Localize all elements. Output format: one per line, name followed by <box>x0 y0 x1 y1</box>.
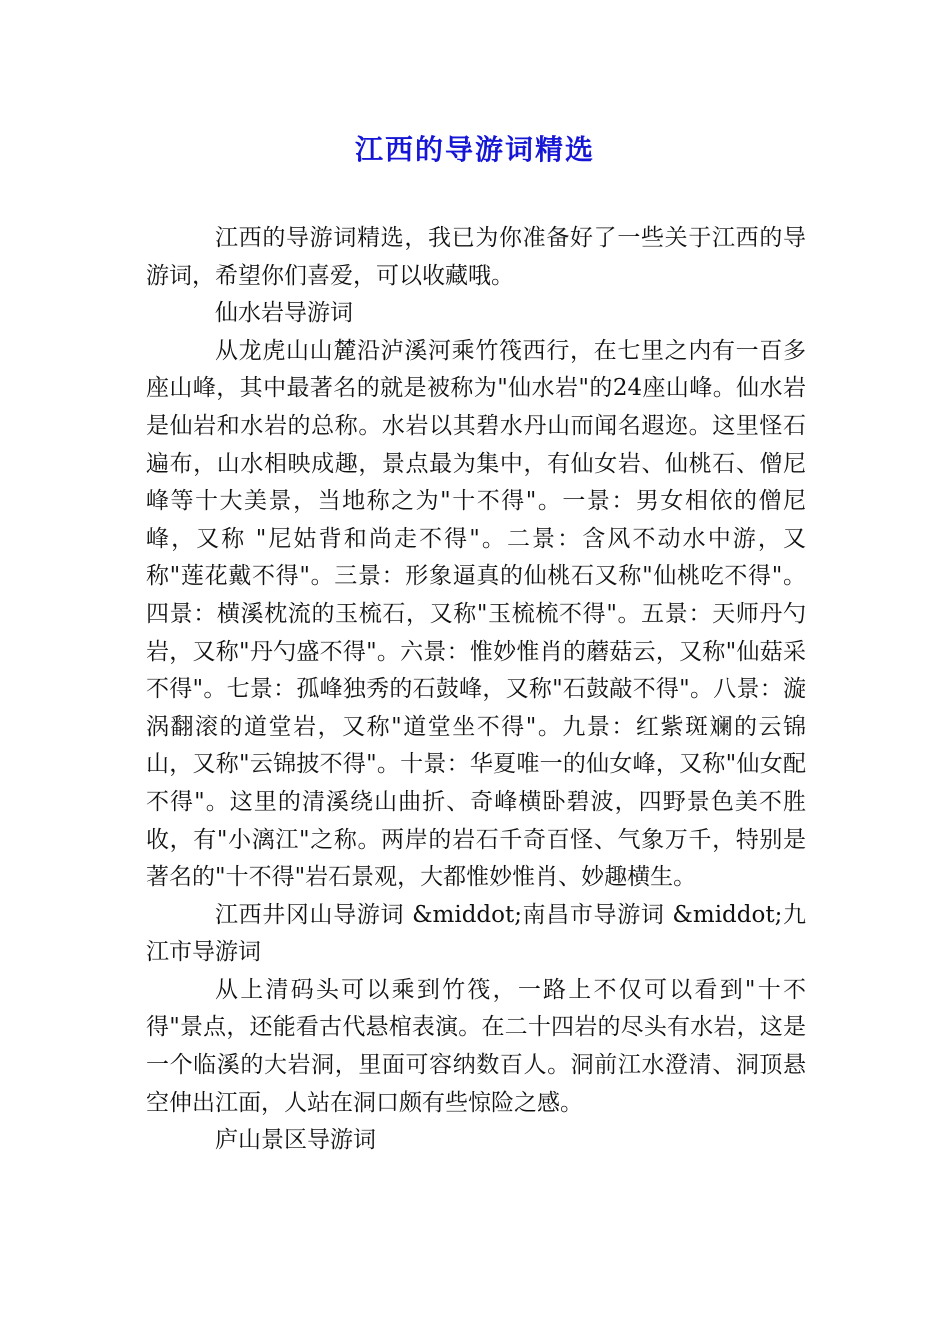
section-heading-xianshuiyan: 仙水岩导游词 <box>215 300 353 327</box>
related-links-line: 江西井冈山导游词 &middot;南昌市导游词 &middot;九江市导游词 <box>146 901 806 966</box>
section-heading-lushan: 庐山景区导游词 <box>215 1127 376 1154</box>
intro-paragraph: 江西的导游词精选，我已为你准备好了一些关于江西的导游词，希望你们喜爱，可以收藏哦。 <box>146 225 806 289</box>
shangqing-paragraph: 从上清码头可以乘到竹筏，一路上不仅可以看到"十不得"景点，还能看古代悬棺表演。在二十四岩的尽头有水岩，这是一个临溪的大岩洞，里面可容纳数百人。洞前江水澄清、洞顶悬空伸出江面，人站在洞口颇有些惊险之感。 <box>146 976 806 1116</box>
document-title: 江西的导游词精选 <box>354 133 595 166</box>
document-body <box>146 220 806 1160</box>
xianshuiyan-paragraph: 从龙虎山山麓沿泸溪河乘竹筏西行，在七里之内有一百多座山峰，其中最著名的就是被称为"仙水岩"的24座山峰。仙水岩是仙岩和水岩的总称。水岩以其碧水丹山而闻名遐迩。这里怪石遍布，山水相映成趣，景点最为集中，有仙女岩、仙桃石、僧尼峰等十大美景，当地称之为"十不得"。一景：男女相依的僧尼峰，又称 "尼姑背和尚走不得"。二景：含风不动水中游，又称"莲花戴不得"。三景：形象逼真的仙桃石又称"仙桃吃不得"。四景：横溪枕流的玉梳石，又称"玉梳梳不得"。五景：天师丹勺岩，又称"丹勺盛不得"。六景：惟妙惟肖的蘑菇云，又称"仙菇采不得"。七景：孤峰独秀的石鼓峰，又称"石鼓敲不得"。八景：漩涡翻滚的道堂岩，又称"道堂坐不得"。九景：红紫斑斓的云锦山，又称"云锦披不得"。十景：华夏唯一的仙女峰，又称"仙女配不得"。这里的清溪绕山曲折、奇峰横卧碧波，四野景色美不胜收，有"小漓江"之称。两岸的岩石千奇百怪、气象万千，特别是著名的"十不得"岩石景观，大都惟妙惟肖、妙趣横生。 <box>146 337 806 891</box>
